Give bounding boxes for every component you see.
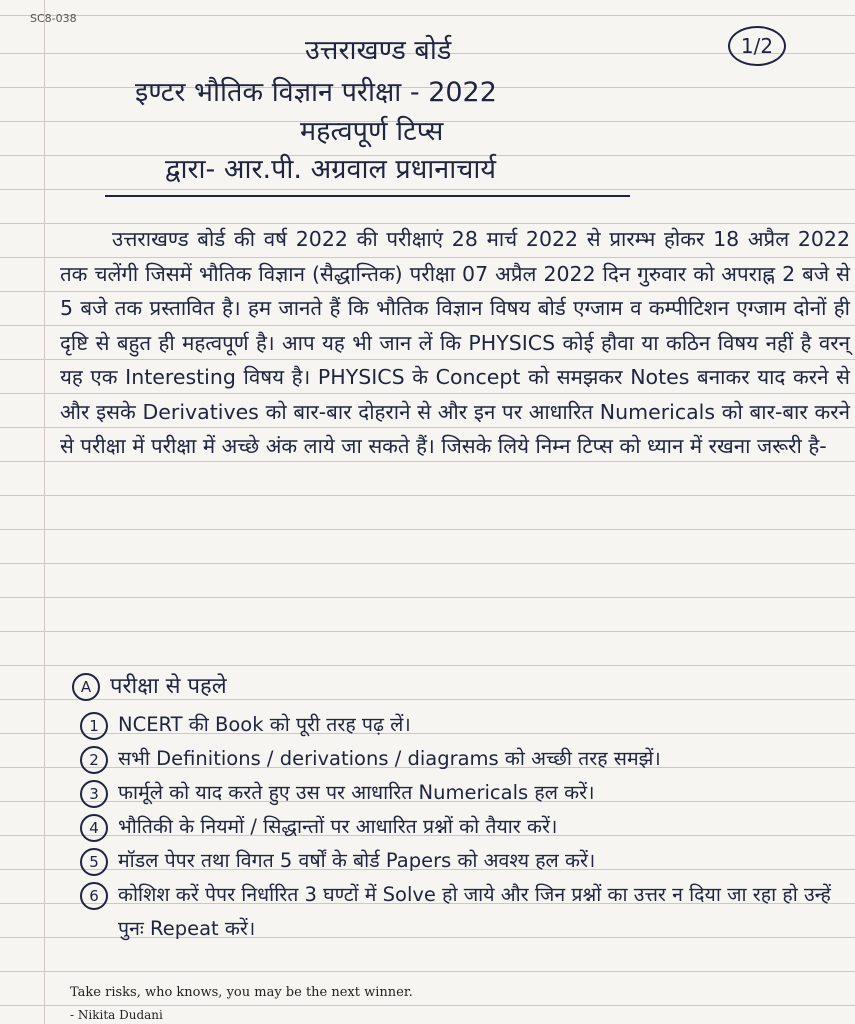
author-line: द्वारा- आर.पी. अग्रवाल प्रधानाचार्य: [165, 154, 497, 185]
tip-number: 2: [80, 746, 108, 774]
list-item: [80, 742, 845, 776]
tip-text: कोशिश करें पेपर निर्धारित 3 घण्टों में Solve हो जाये और जिन प्रश्नों का उत्तर न दिया जा रहा हो उन्हें पुनः Repeat करें।: [118, 883, 831, 940]
section-a-title: परीक्षा से पहले: [110, 674, 227, 699]
footer-author: - Nikita Dudani: [70, 1008, 163, 1022]
tip-number: 3: [80, 780, 108, 808]
footer-quote: Take risks, who knows, you may be the next winner.: [70, 985, 413, 1000]
tip-text: फार्मूले को याद करते हुए उस पर आधारित Numericals हल करें।: [118, 781, 595, 804]
tip-text: भौतिकी के नियमों / सिद्धान्तों पर आधारित प्रश्नों को तैयार करें।: [118, 815, 558, 838]
margin-line: [44, 0, 45, 1024]
list-item: [80, 708, 845, 742]
list-item: [80, 776, 845, 810]
tip-text: मॉडल पेपर तथा विगत 5 वर्षों के बोर्ड Papers को अवश्य हल करें।: [118, 849, 596, 872]
title-underline: [105, 195, 630, 197]
tip-number: 1: [80, 712, 108, 740]
tip-number: 4: [80, 814, 108, 842]
tip-number: 5: [80, 848, 108, 876]
section-a-heading: [72, 672, 227, 702]
page-number-badge: [728, 26, 786, 66]
corner-code: SC8-038: [30, 12, 77, 25]
tip-text: सभी Definitions / derivations / diagrams को अच्छी तरह समझें।: [118, 747, 661, 770]
section-a-marker: A: [72, 673, 100, 701]
tips-list: [80, 708, 845, 946]
tip-text: NCERT की Book को पूरी तरह पढ़ लें।: [118, 713, 411, 736]
intro-paragraph: उत्तराखण्ड बोर्ड की वर्ष 2022 की परीक्षाएं 28 मार्च 2022 से प्रारम्भ होकर 18 अप्रैल 2022 तक चलेंगी जिसमें भौतिक विज्ञान (सैद्धान्तिक) परीक्षा 07 अप्रैल 2022 दिन गुरुवार को अपराह्न 2 बजे से 5 बजे तक प्रस्तावित है। हम जानते हैं कि भौतिक विज्ञान विषय बोर्ड एग्जाम व कम्पीटिशन एग्जाम दोनों ही दृष्टि से बहुत ही महत्वपूर्ण है। आप यह भी जान लें कि PHYSICS कोई हौवा या कठिन विषय नहीं है वरन् यह एक Interesting विषय है। PHYSICS के Concept को समझकर Notes बनाकर याद करने से और इसके Derivatives को बार-बार दोहराने से और इन पर आधारित Numericals को बार-बार करने से परीक्षा में परीक्षा में अच्छे अंक लाये जा सकते हैं। जिसके लिये निम्न टिप्स को ध्यान में रखना जरूरी है-: [60, 227, 850, 458]
page-number: 1/2: [740, 34, 774, 58]
tip-number: 6: [80, 882, 108, 910]
board-title: उत्तराखण्ड बोर्ड: [305, 35, 452, 66]
exam-title: इण्टर भौतिक विज्ञान परीक्षा - 2022: [135, 77, 497, 108]
list-item: [80, 844, 845, 878]
list-item: [80, 878, 845, 946]
list-item: [80, 810, 845, 844]
tips-title: महत्वपूर्ण टिप्स: [300, 116, 444, 147]
